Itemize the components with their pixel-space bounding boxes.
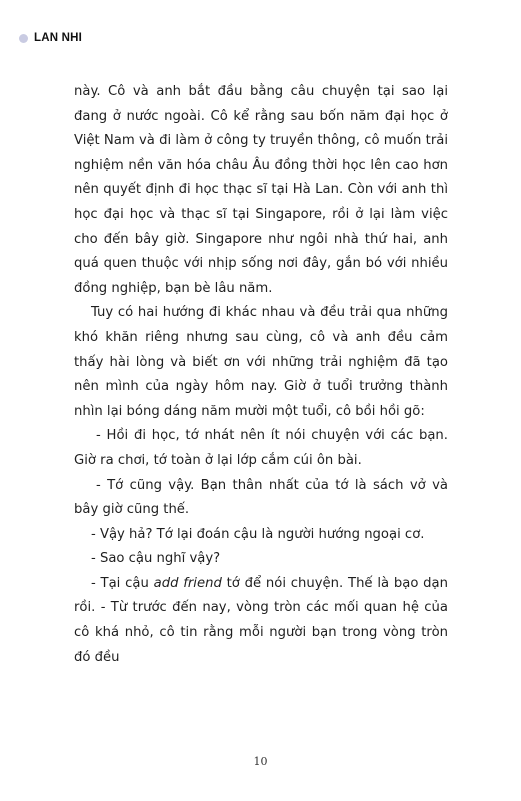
dialogue-text-end: tớ để nói chuyện. Thế là bạo dạn rồi. - Từ trước đến nay, vòng tròn các mối quan hệ của cô khá nhỏ, cô tin rằng mỗi người bạn trong vòng tròn đó đều — [74, 575, 448, 665]
page-body — [74, 80, 448, 670]
dialogue-text-start: - Tại cậu — [91, 575, 154, 591]
author-name: LAN NHI — [34, 32, 83, 44]
paragraph-1: này. Cô và anh bắt đầu bằng câu chuyện tại sao lại đang ở nước ngoài. Cô kể rằng sau bốn năm đại học ở Việt Nam và đi làm ở công ty truyền thông, cô muốn trải nghiệm nền văn hóa châu Âu đồng thời học lên cao hơn nên quyết định đi học thạc sĩ tại Hà Lan. Còn với anh thì học đại học và thạc sĩ tại Singapore, rồi ở lại làm việc cho đến bây giờ. Singapore như ngôi nhà thứ hai, anh quá quen thuộc với nhịp sống nơi đây, gắn bó với nhiều đồng nghiệp, bạn bè lâu năm. — [74, 84, 448, 296]
dialogue-line-3: - Vậy hả? Tớ lại đoán cậu là người hướng ngoại cơ. — [91, 526, 425, 542]
paragraph-2: Tuy có hai hướng đi khác nhau và đều trải qua những khó khăn riêng nhưng sau cùng, cô và anh đều cảm thấy hài lòng và biết ơn với những trải nghiệm đã tạo nên mình của ngày hôm nay. Giờ ở tuổi trưởng thành nhìn lại bóng dáng năm mười một tuổi, cô bồi hồi gõ: — [74, 305, 448, 419]
dialogue-line-5 — [74, 572, 448, 670]
running-header — [19, 30, 82, 46]
page-number: 10 — [253, 755, 268, 768]
dialogue-line-2: - Tớ cũng vậy. Bạn thân nhất của tớ là sách vở và bây giờ cũng thế. — [74, 477, 448, 518]
dialogue-line-4: - Sao cậu nghĩ vậy? — [91, 551, 221, 567]
bullet-dot-icon — [19, 34, 28, 43]
italic-phrase: add friend — [153, 575, 222, 591]
dialogue-line-1: - Hồi đi học, tớ nhát nên ít nói chuyện với các bạn. Giờ ra chơi, tớ toàn ở lại lớp cắm cúi ôn bài. — [74, 428, 448, 468]
